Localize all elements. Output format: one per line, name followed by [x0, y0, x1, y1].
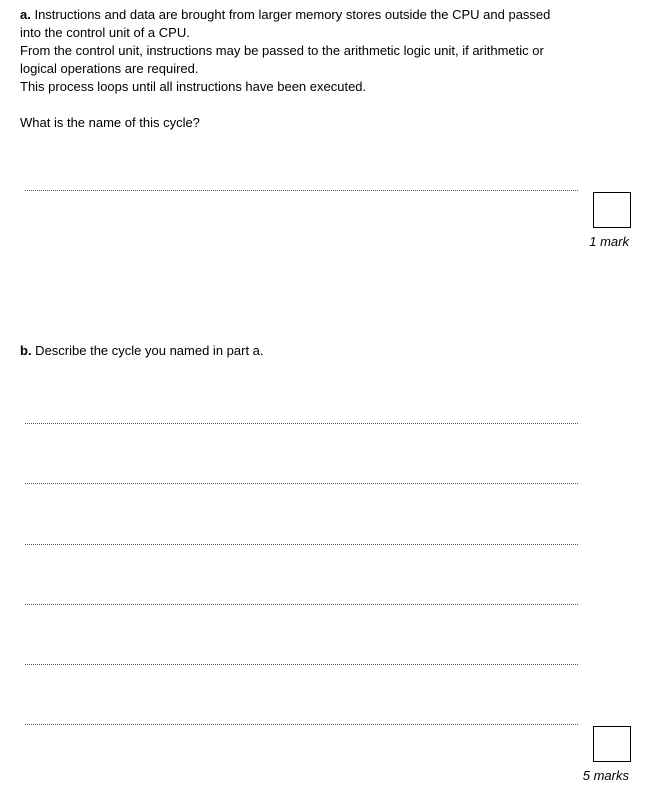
part-b-answer-line-2[interactable] [25, 483, 578, 484]
part-a-mark-box[interactable] [593, 192, 631, 228]
part-b-marks-label: 5 marks [582, 768, 629, 783]
part-b-answer-line-3[interactable] [25, 544, 578, 545]
part-a-answer-line[interactable] [25, 190, 578, 191]
part-a-intro-line-4: logical operations are required. [20, 61, 199, 76]
part-a-question: What is the name of this cycle? [20, 115, 200, 130]
part-a-intro-line-2: into the control unit of a CPU. [20, 25, 190, 40]
part-b-answer-line-4[interactable] [25, 604, 578, 605]
part-a-intro-line-1: a. Instructions and data are brought from larger memory stores outside the CPU and passed [20, 7, 551, 22]
part-b-answer-line-1[interactable] [25, 423, 578, 424]
part-b-answer-line-5[interactable] [25, 664, 578, 665]
part-b-answer-line-6[interactable] [25, 724, 578, 725]
part-b-mark-box[interactable] [593, 726, 631, 762]
part-b-question: b. Describe the cycle you named in part a. [20, 343, 264, 358]
part-a-label: a. [20, 7, 31, 22]
part-a-intro [20, 6, 600, 96]
part-a-marks-label: 1 mark [589, 234, 629, 249]
part-a-intro-line-3: From the control unit, instructions may be passed to the arithmetic logic unit, if arithmetic or [20, 43, 544, 58]
part-b-label: b. [20, 343, 32, 358]
part-a-intro-line-5: This process loops until all instructions have been executed. [20, 79, 367, 94]
